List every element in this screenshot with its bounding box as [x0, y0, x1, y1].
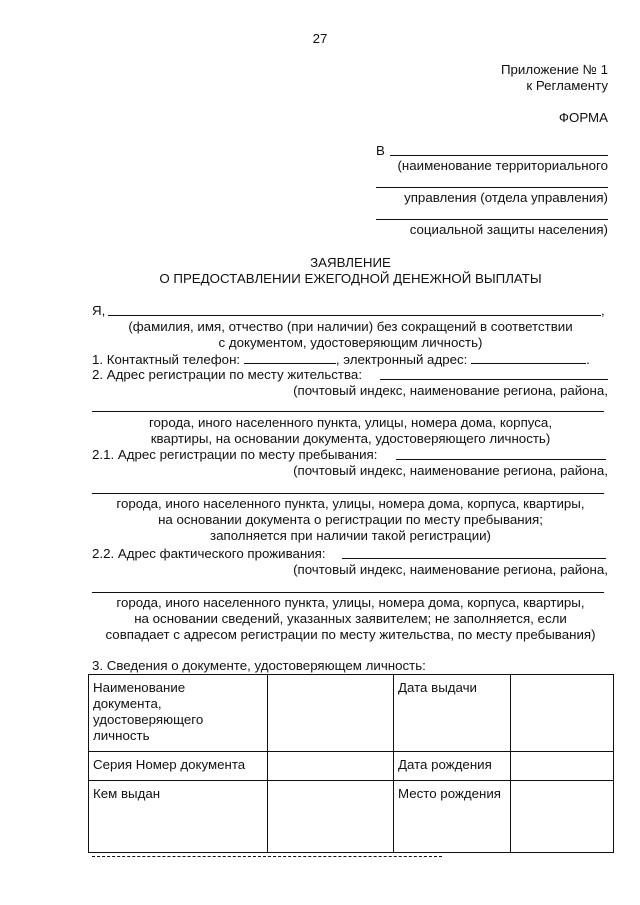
issue-date-label: Дата выдачи [394, 675, 511, 752]
addressee-prefix: В [376, 143, 385, 158]
addressee-hint-2: управления (отдела управления) [404, 190, 608, 205]
appendix-line-2: к Регламенту [526, 78, 608, 93]
table-row [89, 675, 614, 752]
applicant-name-line[interactable] [108, 315, 601, 316]
stay-hint-3: на основании документа о регистрации по месту пребывания; [158, 512, 543, 527]
table-row [89, 752, 614, 781]
actual-line-1[interactable] [342, 558, 606, 559]
actual-hint-4: совпадает с адресом регистрации по месту жительства, по месту пребывания) [105, 627, 596, 642]
document-section-label: 3. Сведения о документе, удостоверяющем личность: [92, 658, 426, 673]
doc-name-label: Наименование документа, удостоверяющего личность [89, 675, 268, 752]
birth-place-label: Место рождения [394, 781, 511, 853]
table-row [89, 781, 614, 853]
page-number: 27 [312, 31, 328, 46]
form-label: ФОРМА [558, 110, 608, 125]
issued-by-label: Кем выдан [89, 781, 268, 853]
phone-label: 1. Контактный телефон: [92, 352, 241, 367]
actual-line-2[interactable] [92, 592, 604, 593]
issue-date-value[interactable] [511, 675, 614, 752]
birth-date-value[interactable] [511, 752, 614, 781]
stay-hint-4: заполняется при наличии такой регистрации) [210, 528, 491, 543]
applicant-suffix: , [601, 303, 605, 318]
addressee-line-1[interactable] [390, 155, 608, 156]
phone-field[interactable] [244, 351, 336, 364]
actual-hint-2: города, иного населенного пункта, улицы, номера дома, корпуса, квартиры, [116, 595, 585, 610]
series-number-label: Серия Номер документа [89, 752, 268, 781]
actual-hint-3: на основании сведений, указанных заявителем; не заполняется, если [134, 611, 567, 626]
registration-line-2[interactable] [92, 411, 604, 412]
contacts-end: . [586, 352, 590, 367]
applicant-hint-2: с документом, удостоверяющим личность) [218, 335, 483, 350]
identity-document-table [88, 674, 614, 853]
applicant-prefix: Я, [92, 303, 106, 318]
dashed-divider [92, 856, 442, 857]
stay-line-1[interactable] [396, 459, 606, 460]
appendix-line-1: Приложение № 1 [500, 62, 608, 77]
doc-name-value[interactable] [268, 675, 394, 752]
registration-label: 2. Адрес регистрации по месту жительства: [92, 367, 363, 382]
registration-hint-2: города, иного населенного пункта, улицы, номера дома, корпуса, [148, 415, 553, 430]
email-label: , электронный адрес: [335, 352, 468, 367]
actual-hint-1: (почтовый индекс, наименование региона, района, [293, 562, 608, 577]
registration-hint-1: (почтовый индекс, наименование региона, района, [293, 383, 608, 398]
issued-by-value[interactable] [268, 781, 394, 853]
actual-label: 2.2. Адрес фактического проживания: [92, 546, 326, 561]
addressee-hint-1: (наименование территориального [397, 158, 608, 173]
title-line-2: О ПРЕДОСТАВЛЕНИИ ЕЖЕГОДНОЙ ДЕНЕЖНОЙ ВЫПЛАТЫ [159, 271, 542, 286]
series-number-value[interactable] [268, 752, 394, 781]
registration-line-1[interactable] [380, 379, 608, 380]
stay-line-2[interactable] [92, 493, 604, 494]
addressee-line-3[interactable] [376, 219, 608, 220]
applicant-hint-1: (фамилия, имя, отчество (при наличии) без сокращений в соответствии [128, 319, 573, 334]
title-line-1: ЗАЯВЛЕНИЕ [310, 255, 391, 270]
stay-label: 2.1. Адрес регистрации по месту пребывания: [92, 447, 378, 462]
contacts-line [92, 351, 590, 368]
stay-hint-1: (почтовый индекс, наименование региона, района, [293, 463, 608, 478]
birth-place-value[interactable] [511, 781, 614, 853]
email-field[interactable] [471, 351, 586, 364]
registration-hint-3: квартиры, на основании документа, удостоверяющего личность) [150, 431, 551, 446]
stay-hint-2: города, иного населенного пункта, улицы, номера дома, корпуса, квартиры, [116, 496, 585, 511]
birth-date-label: Дата рождения [394, 752, 511, 781]
addressee-line-2[interactable] [376, 187, 608, 188]
addressee-hint-3: социальной защиты населения) [409, 222, 608, 237]
